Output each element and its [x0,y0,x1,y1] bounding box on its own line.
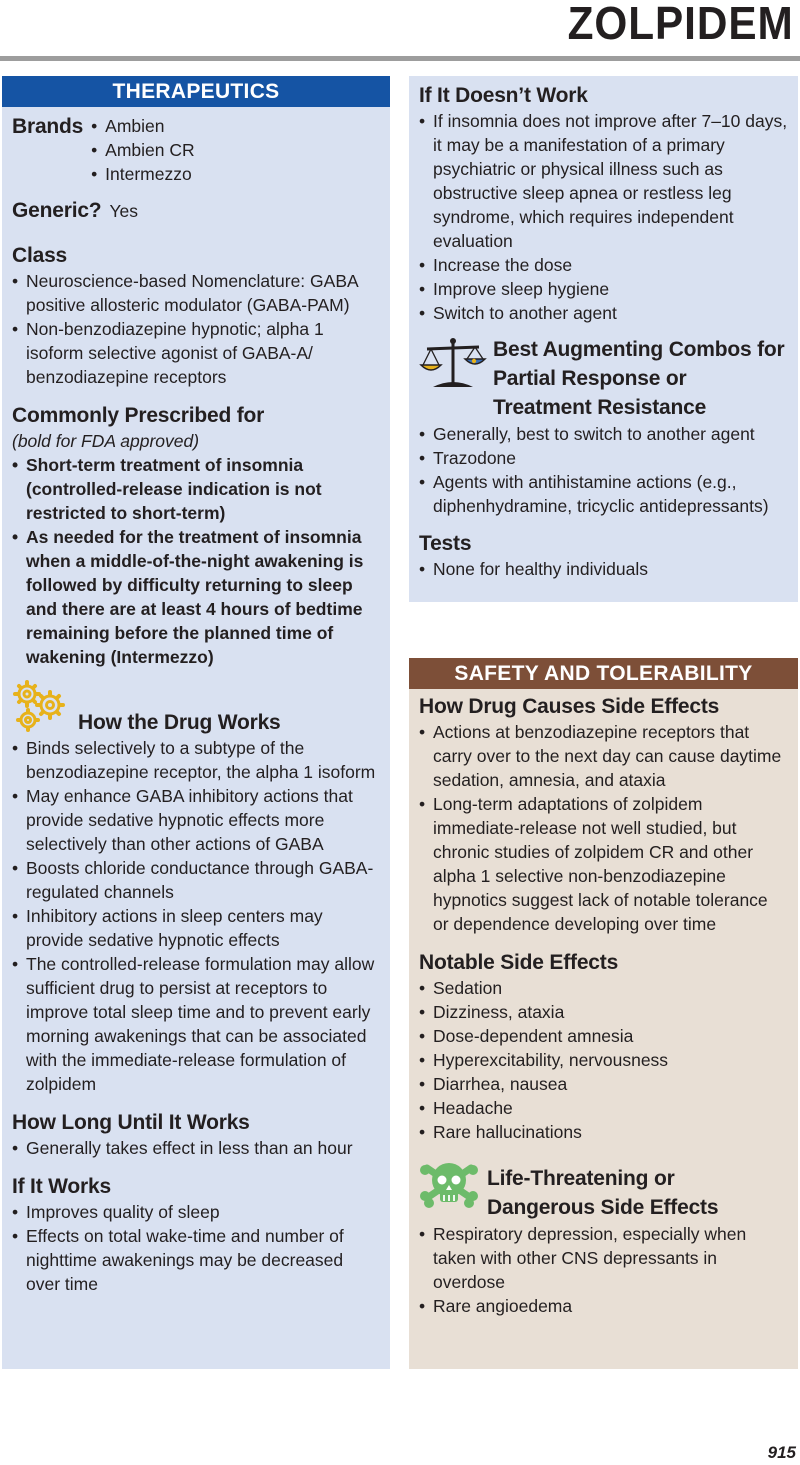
notable-list [419,976,788,1144]
if-not-works-heading: If It Doesn’t Work [419,84,588,107]
augmenting-list [419,422,788,518]
list-item: • Improves quality of sleep [12,1200,380,1224]
tests-heading: Tests [419,532,472,555]
if-works-list [12,1200,380,1296]
class-list [12,269,380,389]
how-works-header [12,679,380,736]
list-item: • Headache [419,1096,788,1120]
augmenting-heading [493,335,785,422]
drug-title: ZOLPIDEM [567,0,794,49]
how-long-heading: How Long Until It Works [12,1111,250,1134]
list-item: • Sedation [419,976,788,1000]
list-item: • Respiratory depression, especially when taken with other CNS depressants in overdose [419,1222,788,1294]
list-item: • Improve sleep hygiene [419,277,788,301]
safety-bar: SAFETY AND TOLERABILITY [409,658,798,689]
list-item: • May enhance GABA inhibitory actions that provide sedative hypnotic effects more selectively than other actions of GABA [12,784,380,856]
life-threatening-heading-line: Dangerous Side Effects [487,1196,719,1219]
list-item: • Hyperexcitability, nervousness [419,1048,788,1072]
list-item: • Increase the dose [419,253,788,277]
if-not-works-list [419,109,788,325]
list-item: • Non-benzodiazepine hypnotic; alpha 1 isoform selective agonist of GABA-A/ benzodiazepine receptors [12,317,380,389]
header-rule [0,56,800,61]
life-threatening-heading [487,1164,718,1222]
list-item: • Long-term adaptations of zolpidem immediate-release not well studied, but chronic studies of zolpidem CR and other alpha 1 selective non-benzodiazepine hypnotics suggest lack of notable tolerance or dependence developing over time [419,792,788,936]
generic-row [12,197,380,224]
augmenting-heading-line: Partial Response or [493,367,687,390]
notable-heading: Notable Side Effects [419,951,619,974]
list-item: • Short-term treatment of insomnia (controlled-release indication is not restricted to short-term) [12,453,380,525]
generic-label: Generic? [12,199,102,222]
causes-list [419,720,788,936]
safety-panel [409,658,798,1369]
tests-list [419,557,788,581]
how-works-heading: How the Drug Works [78,711,281,734]
therapeutics-panel [2,76,390,1369]
list-item: • None for healthy individuals [419,557,788,581]
how-works-list [12,736,380,1096]
commonly-list [12,453,380,669]
list-item: • Dizziness, ataxia [419,1000,788,1024]
list-item: • As needed for the treatment of insomnia when a middle-of-the-night awakening is followed by difficulty returning to sleep and there are at least 4 hours of bedtime remaining before the planned time of wakening (Intermezzo) [12,525,380,669]
gears-icon [12,679,70,735]
list-item: • Dose-dependent amnesia [419,1024,788,1048]
list-item: • Ambien [91,114,194,138]
list-item: • Generally takes effect in less than an hour [12,1136,380,1160]
list-item: • Diarrhea, nausea [419,1072,788,1096]
page-number: 915 [767,1443,796,1462]
augmenting-heading-line: Best Augmenting Combos for [493,338,785,361]
list-item: • Boosts chloride conductance through GABA-regulated channels [12,856,380,904]
list-item: • Actions at benzodiazepine receptors that carry over to the next day can cause daytime sedation, amnesia, and ataxia [419,720,788,792]
life-threatening-list [419,1222,788,1318]
list-item: • Binds selectively to a subtype of the benzodiazepine receptor, the alpha 1 isoform [12,736,380,784]
causes-heading: How Drug Causes Side Effects [419,695,720,718]
list-item: • Neuroscience-based Nomenclature: GABA positive allosteric modulator (GABA-PAM) [12,269,380,317]
list-item: • If insomnia does not improve after 7–10 days, it may be a manifestation of a primary psychiatric or physical illness such as obstructive sleep apnea or restless leg syndrome, which requires independent evaluation [419,109,788,253]
class-heading: Class [12,244,68,267]
list-item: • Agents with antihistamine actions (e.g., diphenhydramine, tricyclic antidepressants) [419,470,788,518]
therapeutics-bar: THERAPEUTICS [2,76,390,107]
list-item: • Inhibitory actions in sleep centers may provide sedative hypnotic effects [12,904,380,952]
brands-row [12,113,380,186]
skull-crossbones-icon [419,1158,485,1214]
list-item: • Switch to another agent [419,301,788,325]
commonly-prescribed-heading: Commonly Prescribed for [12,404,265,427]
if-works-heading: If It Works [12,1175,111,1198]
list-item: • Trazodone [419,446,788,470]
list-item: • The controlled-release formulation may allow sufficient drug to persist at receptors to improve total sleep time and to prevent early morning awakenings that can be associated with the immediate-release formulation of zolpidem [12,952,380,1096]
life-threatening-heading-line: Life-Threatening or [487,1167,675,1190]
brands-list [91,114,194,186]
brands-label: Brands [12,115,84,138]
list-item: • Intermezzo [91,162,194,186]
list-item: • Rare hallucinations [419,1120,788,1144]
list-item: • Rare angioedema [419,1294,788,1318]
scales-icon [419,335,491,395]
augmenting-header [419,335,788,422]
augmenting-heading-line: Treatment Resistance [493,396,707,419]
how-long-list [12,1136,380,1160]
generic-value: Yes [109,201,138,221]
therapeutics-continued-panel [409,76,798,602]
list-item: • Ambien CR [91,138,194,162]
list-item: • Generally, best to switch to another agent [419,422,788,446]
commonly-note: (bold for FDA approved) [12,431,200,451]
life-threatening-header [419,1158,788,1222]
list-item: • Effects on total wake-time and number of nighttime awakenings may be decreased over time [12,1224,380,1296]
